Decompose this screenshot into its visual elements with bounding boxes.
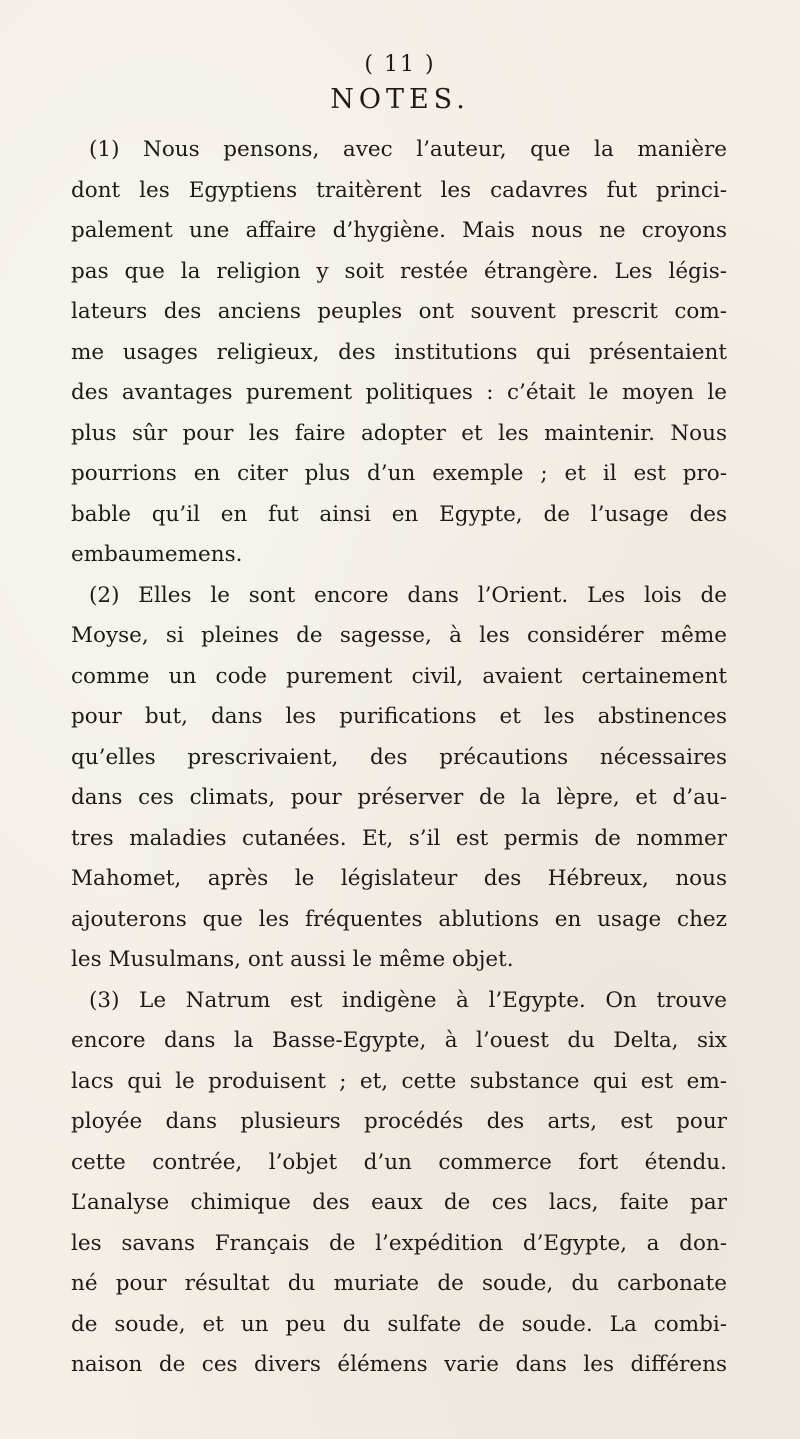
text-line: me usages religieux, des institutions qui présentaient: [71, 339, 727, 365]
text-line: bable qu’il en fut ainsi en Egypte, de l’usage des: [71, 501, 727, 527]
text-line: les Musulmans, ont aussi le même objet.: [71, 947, 514, 972]
page-number: ( 11 ): [364, 52, 436, 77]
text-line: tres maladies cutanées. Et, s’il est permis de nommer: [71, 825, 727, 851]
text-line: de soude, et un peu du sulfate de soude. La combi-: [71, 1311, 727, 1337]
text-line: lacs qui le produisent ; et, cette substance qui est em-: [71, 1068, 727, 1094]
text-line: embaumemens.: [71, 542, 243, 567]
text-line: né pour résultat du muriate de soude, du carbonate: [71, 1271, 727, 1296]
text-line: pourrions en citer plus d’un exemple ; et il est pro-: [71, 461, 727, 486]
text-line: qu’elles prescrivaient, des précautions nécessaires: [71, 744, 727, 770]
text-line: comme un code purement civil, avaient certainement: [71, 663, 727, 689]
text-line: ajouterons que les fréquentes ablutions en usage chez: [71, 906, 727, 932]
text-line: (2) Elles le sont encore dans l’Orient. Les lois de: [89, 582, 727, 608]
text-line: palement une affaire d’hygiène. Mais nous ne croyons: [71, 218, 727, 243]
text-line: pour but, dans les purifications et les abstinences: [71, 704, 727, 729]
text-line: encore dans la Basse-Egypte, à l’ouest du Delta, six: [71, 1028, 727, 1053]
text-line: pas que la religion y soit restée étrangère. Les légis-: [71, 258, 727, 284]
text-line: ployée dans plusieurs procédés des arts, est pour: [71, 1109, 727, 1134]
text-line: lateurs des anciens peuples ont souvent prescrit com-: [71, 299, 727, 324]
text-line: Moyse, si pleines de sagesse, à les considérer même: [71, 623, 727, 648]
page-heading: NOTES.: [330, 84, 470, 115]
text-line: cette contrée, l’objet d’un commerce fort étendu.: [71, 1149, 727, 1175]
text-line: les savans Français de l’expédition d’Egypte, a don-: [71, 1230, 727, 1256]
text-line: L’analyse chimique des eaux de ces lacs, faite par: [71, 1190, 727, 1215]
text-line: dans ces climats, pour préserver de la lèpre, et d’au-: [71, 785, 727, 810]
text-line: (1) Nous pensons, avec l’auteur, que la manière: [89, 137, 727, 162]
text-line: dont les Egyptiens traitèrent les cadavres fut princi-: [71, 177, 727, 203]
text-line: naison de ces divers élémens varie dans les différens: [71, 1352, 727, 1377]
text-line: plus sûr pour les faire adopter et les maintenir. Nous: [71, 420, 727, 446]
text-line: Mahomet, après le législateur des Hébreux, nous: [71, 866, 727, 891]
text-line: des avantages purement politiques : c’était le moyen le: [71, 380, 727, 405]
text-line: (3) Le Natrum est indigène à l’Egypte. On trouve: [89, 987, 727, 1013]
notes-body: [71, 130, 727, 1386]
